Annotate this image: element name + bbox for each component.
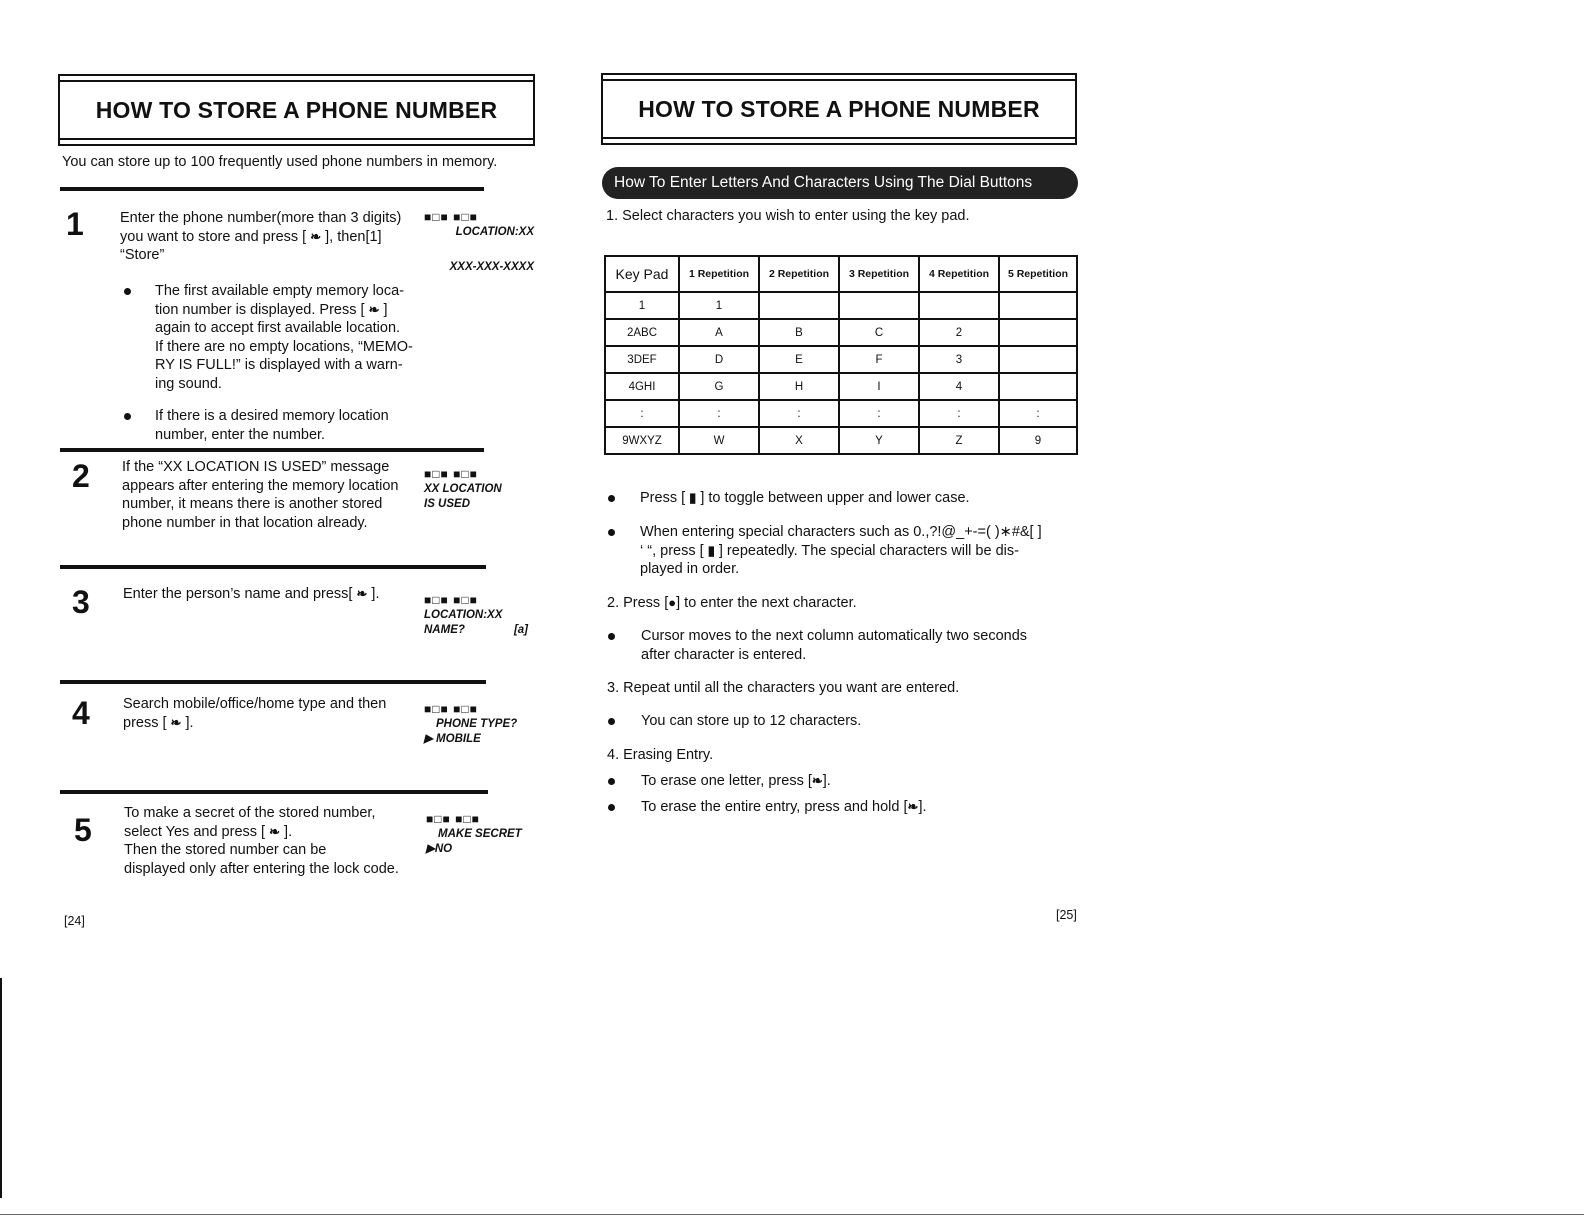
step-3-text: Enter the person’s name and press[ ❧ ]. xyxy=(123,586,380,602)
rule-step5 xyxy=(60,790,488,794)
table-cell: I xyxy=(839,373,919,400)
ok-key-icon: ❧ xyxy=(269,823,281,839)
ok-key-icon: ❧ xyxy=(356,586,368,601)
bullet xyxy=(124,288,131,295)
table-cell: : xyxy=(919,400,999,427)
step-1-display xyxy=(424,210,534,275)
bullet-cursor-moves: Cursor moves to the next column automatically two seconds after character is entered. xyxy=(641,628,1028,663)
table-cell: A xyxy=(679,319,759,346)
bullet-erase-all: To erase the entire entry, press and hold [❧]. xyxy=(641,799,927,815)
keypad-header-cell: 4 Repetition xyxy=(919,256,999,292)
table-cell: F xyxy=(839,346,919,373)
bullet-special-chars: When entering special characters such as 0.,?!@_+-=( )∗#&[ ] ‘ “, press [ ▮ ] repeatedly. The special characters will be dis- played in order. xyxy=(640,524,1042,577)
step-2-text: If the “XX LOCATION IS USED” message appears after entering the memory location number, it means there is another stored phone number in that location already. xyxy=(122,459,399,531)
table-cell: G xyxy=(679,373,759,400)
table-row xyxy=(605,427,1077,454)
keypad-header-cell: 5 Repetition xyxy=(999,256,1077,292)
erase-key-icon: ❧ xyxy=(811,773,823,788)
rule-step4 xyxy=(60,680,486,684)
table-row xyxy=(605,346,1077,373)
step-1-text xyxy=(120,209,420,265)
table-cell: W xyxy=(679,427,759,454)
step-1-bullet-1: The first available empty memory loca- tion number is displayed. Press [ ❧ ] again to accept first available location. If there are no empty locations, “MEMO- RY IS FULL!” is displayed with a warn- ing sound. xyxy=(155,283,413,392)
table-cell: Y xyxy=(839,427,919,454)
step-1-display-line-2: XXX-XXX-XXXX xyxy=(449,261,534,273)
bullet xyxy=(608,495,615,502)
right-title-box xyxy=(601,73,1077,145)
bullet xyxy=(608,778,615,785)
step-1-line-1: Enter the phone number(more than 3 digits) xyxy=(120,210,402,226)
ok-key-icon: ❧ xyxy=(170,714,182,730)
table-cell: 9WXYZ xyxy=(605,427,679,454)
table-cell: 3DEF xyxy=(605,346,679,373)
intro-text: You can store up to 100 frequently used phone numbers in memory. xyxy=(62,154,498,170)
step-1-bullet-2: If there is a desired memory location number, enter the number. xyxy=(155,408,389,443)
step-3-number: 3 xyxy=(72,584,90,620)
table-cell: Z xyxy=(919,427,999,454)
table-cell: 4 xyxy=(919,373,999,400)
next-key-icon: ● xyxy=(668,595,677,610)
shift-key-icon: ▮ xyxy=(689,490,697,505)
bullet-erase-one: To erase one letter, press [❧]. xyxy=(641,773,831,789)
bullet xyxy=(124,413,131,420)
lcd-status-icons: ■□■ ■□■ xyxy=(426,812,480,826)
step-3-display: ■□■ ■□■ LOCATION:XX NAME? [a] xyxy=(424,593,534,638)
right-step-4: 4. Erasing Entry. xyxy=(607,747,714,763)
table-cell: 4GHI xyxy=(605,373,679,400)
table-cell xyxy=(919,292,999,319)
table-cell: 1 xyxy=(679,292,759,319)
table-row xyxy=(605,400,1077,427)
table-cell xyxy=(839,292,919,319)
table-cell: : xyxy=(999,400,1077,427)
table-cell: : xyxy=(759,400,839,427)
step-1-display-line-1: LOCATION:XX xyxy=(455,226,534,238)
table-cell xyxy=(999,346,1077,373)
table-cell: X xyxy=(759,427,839,454)
bullet-toggle-case: Press [ ▮ ] to toggle between upper and lower case. xyxy=(640,490,970,506)
bullet xyxy=(608,529,615,536)
step-1-line-3: “Store” xyxy=(120,247,165,263)
table-cell: : xyxy=(605,400,679,427)
right-page-title: HOW TO STORE A PHONE NUMBER xyxy=(638,95,1040,122)
right-page-number: [25] xyxy=(1056,908,1077,922)
keypad-header-cell: 3 Repetition xyxy=(839,256,919,292)
ok-key-icon: ❧ xyxy=(310,228,322,244)
table-cell: C xyxy=(839,319,919,346)
keypad-header-cell: Key Pad xyxy=(605,256,679,292)
bullet-12-characters: You can store up to 12 characters. xyxy=(641,713,862,729)
keypad-header-row xyxy=(605,256,1077,292)
table-cell xyxy=(759,292,839,319)
keypad-table xyxy=(604,255,1078,455)
right-step-1: 1. Select characters you wish to enter using the key pad. xyxy=(606,208,970,224)
table-cell xyxy=(999,373,1077,400)
keypad-header-cell: 2 Repetition xyxy=(759,256,839,292)
table-cell: 2 xyxy=(919,319,999,346)
left-page-number: [24] xyxy=(64,914,85,928)
step-4-display: ■□■ ■□■ PHONE TYPE? ▶ MOBILE xyxy=(424,702,534,747)
step-4-number: 4 xyxy=(72,695,90,731)
table-row xyxy=(605,319,1077,346)
table-cell: H xyxy=(759,373,839,400)
step-2-number: 2 xyxy=(72,458,90,494)
lcd-status-icons: ■□■ ■□■ xyxy=(424,210,478,224)
step-5-display: ■□■ ■□■ MAKE SECRET ▶NO xyxy=(426,812,536,857)
table-cell: B xyxy=(759,319,839,346)
lcd-status-icons: ■□■ ■□■ xyxy=(424,593,478,607)
bottom-edge-line xyxy=(0,1214,1584,1215)
table-cell: D xyxy=(679,346,759,373)
step-2-display: ■□■ ■□■ XX LOCATION IS USED xyxy=(424,467,534,512)
keypad-header-cell: 1 Repetition xyxy=(679,256,759,292)
bullet xyxy=(608,804,615,811)
table-cell: 1 xyxy=(605,292,679,319)
ok-key-icon: ❧ xyxy=(368,301,380,317)
rule-step3 xyxy=(60,565,486,569)
step-1-number: 1 xyxy=(66,206,84,242)
table-cell: E xyxy=(759,346,839,373)
table-cell xyxy=(999,292,1077,319)
left-page-title: HOW TO STORE A PHONE NUMBER xyxy=(95,96,498,123)
table-cell: 2ABC xyxy=(605,319,679,346)
table-cell: 9 xyxy=(999,427,1077,454)
lcd-status-icons: ■□■ ■□■ xyxy=(424,467,478,481)
binding-edge-line xyxy=(0,978,2,1198)
table-cell: : xyxy=(839,400,919,427)
step-5-text: To make a secret of the stored number, select Yes and press [ ❧ ]. Then the stored number can be displayed only after entering the lock code. xyxy=(124,805,399,877)
bullet xyxy=(608,718,615,725)
star-key-icon: ▮ xyxy=(707,542,715,558)
table-cell xyxy=(999,319,1077,346)
right-step-3: 3. Repeat until all the characters you want are entered. xyxy=(607,680,960,696)
table-cell: 3 xyxy=(919,346,999,373)
bullet xyxy=(608,633,615,640)
section-heading: How To Enter Letters And Characters Using The Dial Buttons xyxy=(602,167,1078,199)
right-step-2: 2. Press [●] to enter the next character. xyxy=(607,595,857,611)
table-cell: : xyxy=(679,400,759,427)
table-row xyxy=(605,373,1077,400)
table-row xyxy=(605,292,1077,319)
erase-key-icon: ❧ xyxy=(907,799,919,814)
step-5-number: 5 xyxy=(74,812,92,848)
rule-step1 xyxy=(60,187,484,191)
rule-step2 xyxy=(60,448,484,452)
lcd-status-icons: ■□■ ■□■ xyxy=(424,702,478,716)
left-title-box xyxy=(58,74,535,146)
step-4-text: Search mobile/office/home type and then press [ ❧ ]. xyxy=(123,696,387,731)
step-1-line-2: you want to store and press [ ❧ ], then[1] xyxy=(120,228,382,245)
